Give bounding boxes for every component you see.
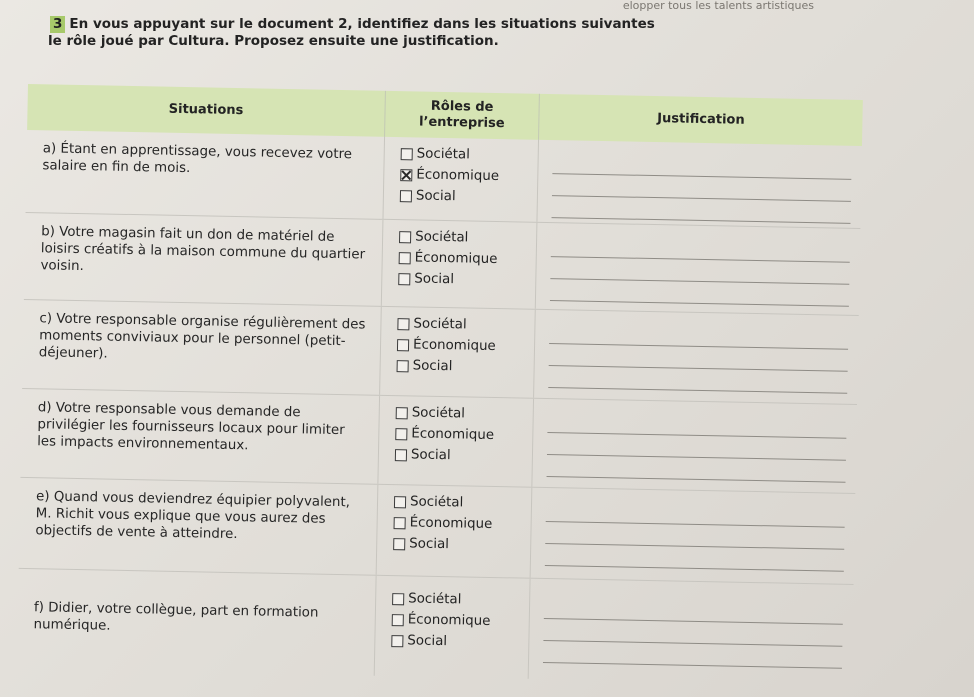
question-number: 3	[50, 16, 65, 33]
roles-d	[378, 396, 534, 487]
roles-e	[377, 485, 533, 578]
role-option[interactable]	[395, 444, 532, 468]
role-option[interactable]	[396, 355, 533, 379]
table-row	[20, 389, 857, 494]
role-option[interactable]	[396, 402, 533, 426]
checkbox[interactable]	[400, 190, 412, 202]
answer-line[interactable]	[543, 641, 842, 669]
checkbox[interactable]	[396, 407, 408, 419]
header-situations: Situations	[27, 84, 386, 137]
answer-line[interactable]	[547, 455, 846, 483]
checkbox[interactable]	[392, 593, 404, 605]
role-label: Social	[414, 271, 455, 288]
checkbox[interactable]	[397, 360, 409, 372]
role-label: Économique	[411, 426, 495, 444]
justification-d[interactable]	[532, 399, 857, 493]
role-label: Économique	[407, 612, 491, 629]
role-option[interactable]	[392, 588, 529, 612]
role-label: Sociétal	[413, 316, 467, 333]
checkbox[interactable]	[399, 231, 411, 243]
role-option[interactable]	[400, 164, 537, 188]
checkbox[interactable]	[394, 517, 406, 529]
role-option[interactable]	[391, 630, 528, 654]
role-option[interactable]	[399, 226, 536, 250]
role-label: Social	[412, 358, 453, 375]
checkbox[interactable]	[395, 428, 407, 440]
situation-d: d) Votre responsable vous demande de privilégier les fournisseurs locaux pour limiter les impacts environnementaux.	[20, 389, 380, 484]
roles-b	[382, 220, 538, 309]
table-row	[24, 213, 861, 316]
situation-b: b) Votre magasin fait un don de matériel de loisirs créatifs à la maison commune du quartier voisin.	[24, 213, 384, 306]
checkbox[interactable]	[395, 449, 407, 461]
justification-a[interactable]	[537, 140, 862, 228]
top-note: elopper tous les talents artistiques	[622, 0, 814, 12]
role-option[interactable]	[399, 247, 536, 271]
role-label: Économique	[409, 515, 493, 532]
question-line-2: le rôle joué par Cultura. Proposez ensuite une justification.	[48, 33, 499, 49]
role-option[interactable]	[395, 423, 532, 447]
roles-a	[383, 137, 539, 222]
role-label: Économique	[412, 337, 496, 355]
justification-e[interactable]	[531, 488, 856, 584]
question-heading	[50, 16, 770, 50]
role-label: Sociétal	[409, 494, 464, 511]
checkbox[interactable]	[391, 635, 403, 647]
checkbox[interactable]	[397, 339, 409, 351]
role-option[interactable]	[397, 313, 534, 337]
roles-c	[380, 307, 536, 398]
role-option[interactable]	[401, 143, 538, 167]
justification-c[interactable]	[534, 310, 859, 404]
role-option[interactable]	[392, 609, 529, 633]
header-justification: Justification	[657, 111, 745, 128]
situation-e: e) Quand vous deviendrez équipier polyvalent, M. Richit vous explique que vous aurez des objectifs de vente à atteindre.	[19, 478, 379, 575]
table-row	[19, 478, 856, 585]
checkbox[interactable]	[392, 614, 404, 626]
checkbox[interactable]	[401, 148, 413, 160]
role-label: Sociétal	[414, 229, 469, 246]
checkbox[interactable]	[394, 496, 406, 508]
table-row	[17, 569, 854, 685]
role-option[interactable]	[400, 185, 537, 209]
checkbox-checked[interactable]	[400, 169, 412, 181]
role-label: Économique	[414, 250, 498, 268]
header-roles: Rôles de l’entreprise	[385, 91, 540, 140]
situation-a: a) Étant en apprentissage, vous recevez votre salaire en fin de mois.	[26, 130, 386, 219]
table-row	[26, 130, 862, 229]
answer-line[interactable]	[545, 544, 844, 572]
role-label: Social	[409, 536, 450, 553]
checkbox[interactable]	[398, 273, 410, 285]
answer-line[interactable]	[552, 196, 851, 224]
role-option[interactable]	[393, 533, 530, 557]
answer-line[interactable]	[550, 279, 849, 307]
roles-f	[375, 576, 531, 679]
roles-table	[17, 84, 863, 685]
role-label: Sociétal	[416, 146, 471, 163]
situation-c: c) Votre responsable organise régulièrement des moments conviviaux pour le personnel (petit-déjeuner).	[22, 300, 382, 395]
situation-f: f) Didier, votre collègue, part en formation numérique.	[17, 569, 377, 676]
role-label: Économique	[416, 167, 500, 185]
checkbox[interactable]	[399, 252, 411, 264]
role-option[interactable]	[398, 268, 535, 292]
role-label: Sociétal	[408, 591, 462, 608]
justification-f[interactable]	[529, 579, 854, 685]
role-label: Social	[410, 447, 451, 464]
role-option[interactable]	[393, 512, 530, 536]
role-option[interactable]	[394, 491, 531, 515]
role-option[interactable]	[397, 334, 534, 358]
justification-b[interactable]	[536, 223, 861, 315]
answer-line[interactable]	[548, 366, 847, 394]
role-label: Social	[415, 188, 456, 205]
table-row	[22, 300, 859, 405]
checkbox[interactable]	[397, 318, 409, 330]
question-line-1: En vous appuyant sur le document 2, identifiez dans les situations suivantes	[69, 16, 655, 32]
role-label: Social	[407, 633, 448, 650]
role-label: Sociétal	[411, 405, 466, 422]
checkbox[interactable]	[393, 538, 405, 550]
